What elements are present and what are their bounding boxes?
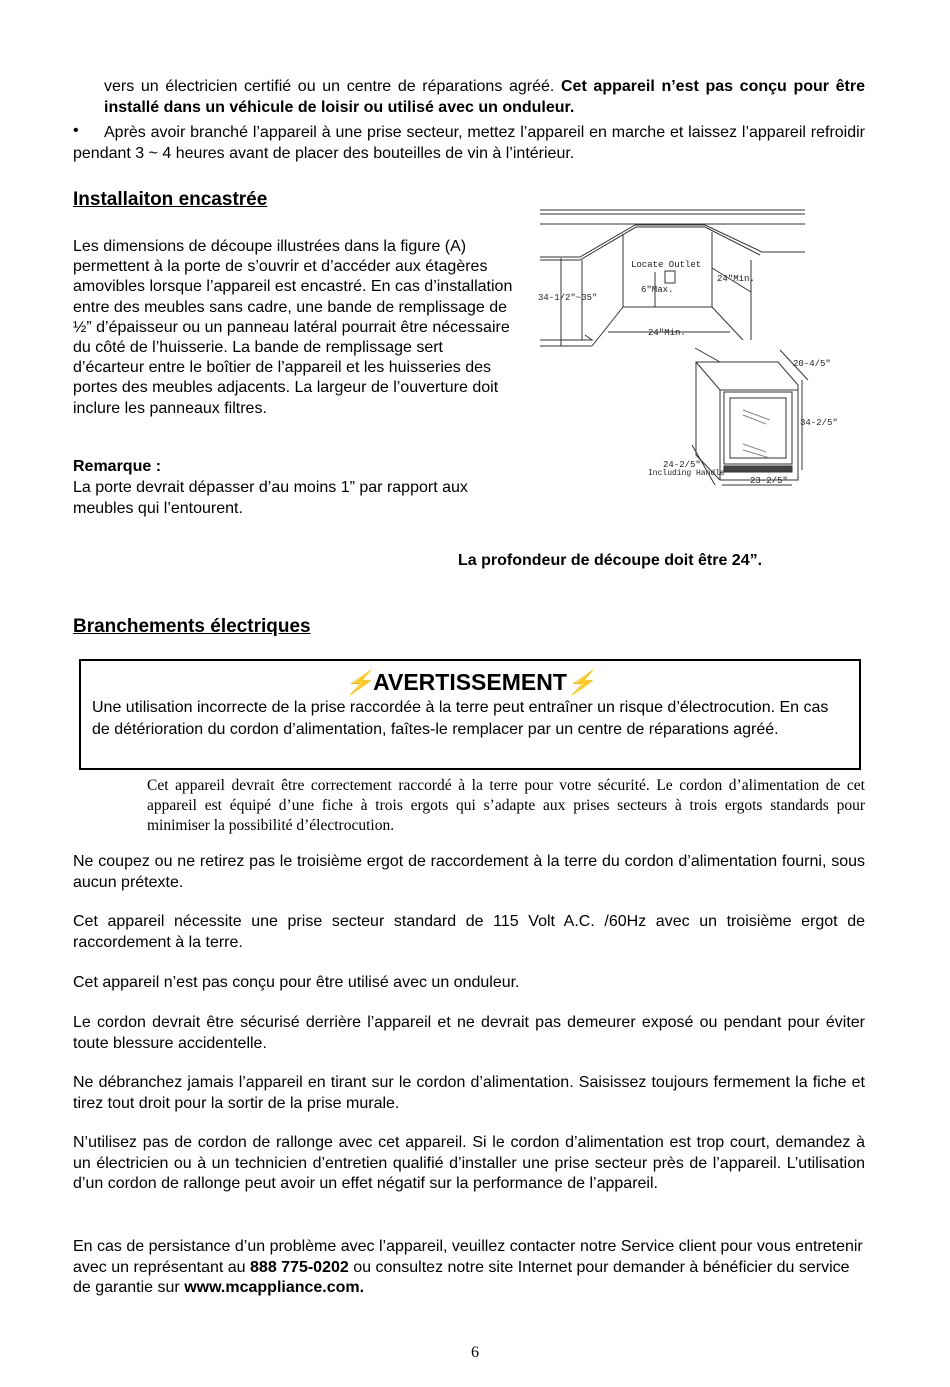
- cabinet-top: [540, 225, 805, 260]
- depth-note: La profondeur de découpe doit être 24”.: [458, 552, 763, 569]
- warning-box: [79, 659, 861, 770]
- label-height: 34-2/5": [800, 418, 838, 428]
- contact-text: ou consultez notre site Internet pour demander à bénéficier du service de garantie sur: [73, 1258, 850, 1296]
- label-24-min-width: 24"Min.: [648, 328, 686, 338]
- warning-text: Une utilisation incorrecte de la prise raccordée à la terre peut entraîner un risque d’électrocution. En cas de détérioration du cordon d’alimentation, faîtes-le remplacer par un centre de réparations agréé.: [92, 699, 829, 738]
- installation-diagram: [530, 200, 838, 490]
- electrical-heading: Branchements électriques: [73, 616, 311, 637]
- label-height-range: 34-1/2"~35": [538, 293, 598, 303]
- label-depth: 20-4/5": [793, 359, 831, 369]
- contact-text: En cas de persistance d’un problème avec l’appareil, veuillez contacter notre Service client pour vous entretenir avec un représentant au: [73, 1238, 863, 1276]
- paragraph: Ne coupez ou ne retirez pas le troisième ergot de raccordement à la terre du cordon d’alimentation fourni, sous aucun prétexte.: [73, 853, 865, 891]
- label-24-min-side: 24"Min.: [717, 274, 755, 284]
- warning-title-row: [81, 669, 859, 695]
- bullet-paragraph: Après avoir branché l’appareil à une prise secteur, mettez l’appareil en marche et laissez l’appareil refroidir pendant 3 ~ 4 heures avant de placer des bouteilles de vin à l’intérieur.: [73, 124, 865, 162]
- warning-title: AVERTISSEMENT: [373, 669, 567, 695]
- intro-paragraph: [104, 77, 865, 118]
- phone-number: 888 775-0202: [250, 1258, 349, 1276]
- contact-paragraph: [73, 1237, 865, 1299]
- paragraph: N’utilisez pas de cordon de rallonge avec cet appareil. Si le cordon d’alimentation est trop court, demandez à un électricien ou à un technicien d’entretien qualifié d’installer une prise secteur près de l’appareil. L’utilisation d’un cordon de rallonge peut avoir un effet négatif sur la performance de l’appareil.: [73, 1134, 865, 1192]
- fridge-door: [724, 392, 792, 464]
- paragraph: Cet appareil nécessite une prise secteur standard de 115 Volt A.C. /60Hz avec un troisième ergot de raccordement à la terre.: [73, 913, 865, 951]
- label-including-handle: Including Handle: [648, 469, 725, 478]
- intro-bold-text: Cet appareil n’est pas conçu pour être installé dans un véhicule de loisir ou utilisé avec un onduleur.: [104, 78, 865, 116]
- intro-text: vers un électricien certifié ou un centre de réparations agréé.: [104, 78, 561, 95]
- fridge-vent: [724, 466, 792, 472]
- website-link[interactable]: www.mcappliance.com.: [184, 1279, 365, 1296]
- ground-text: Cet appareil devrait être correctement raccordé à la terre pour votre sécurité. Le cordon d’alimentation de cet appareil est équipé d’une fiche à trois ergots qui s’adapte aux prises secteurs à trois ergots standards pour minimiser la possibilité d’électrocution.: [147, 777, 865, 834]
- label-locate-outlet: Locate Outlet: [631, 260, 702, 270]
- page-number: 6: [471, 1344, 479, 1361]
- label-width: 23-2/5": [750, 476, 788, 486]
- label-6-max: 6"Max.: [641, 285, 674, 295]
- depth-note-wrap: [458, 552, 762, 568]
- paragraph: Cet appareil n’est pas conçu pour être utilisé avec un onduleur.: [73, 974, 520, 991]
- ceiling-lines: [540, 210, 805, 214]
- paragraph: Ne débranchez jamais l’appareil en tirant sur le cordon d’alimentation. Saisissez toujours fermement la fiche et tirez tout droit pour la sortir de la prise murale.: [73, 1074, 865, 1112]
- lightning-icon: ⚡: [566, 669, 596, 695]
- paragraph: Le cordon devrait être sécurisé derrière l’appareil et ne devrait pas demeurer exposé ou pendant pour éviter toute blessure accidentelle.: [73, 1014, 865, 1052]
- install-paragraph: Les dimensions de découpe illustrées dans la figure (A) permettent à la porte de s’ouvrir et d’accéder aux étagères amovibles lorsque l’appareil est encastré. En cas d’installation entre des meubles sans cadre, une bande de remplissage de ½” d’épaisseur ou un panneau latéral pourrait être nécessaire du côté de l’huisserie. La bande de remplissage sert d’écarteur entre le boîtier de l’appareil et les huisseries des portes des meubles adjacents. La largeur de l’ouverture doit inclure les panneaux filtres.: [73, 238, 513, 417]
- bullet-icon: •: [73, 122, 79, 139]
- remark-text: La porte devrait dépasser d’au moins 1” par rapport aux meubles qui l’entourent.: [73, 479, 468, 517]
- remark-title: Remarque :: [73, 458, 162, 475]
- lightning-icon: ⚡: [344, 669, 374, 695]
- label-depth-handle: 24-2/5": [663, 460, 701, 470]
- install-heading: Installaiton encastrée: [73, 189, 268, 210]
